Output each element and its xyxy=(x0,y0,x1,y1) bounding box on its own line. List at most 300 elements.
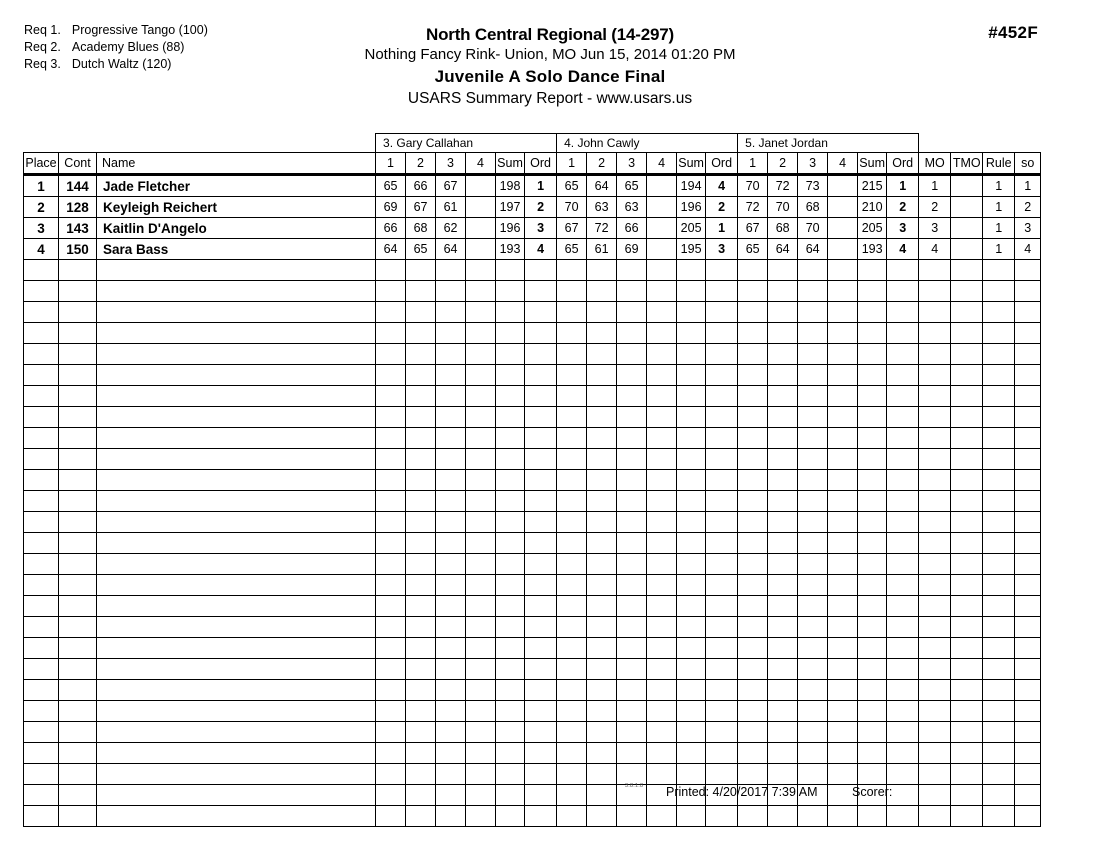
cell-judge5-dance1 xyxy=(738,764,768,785)
cell-judge3-dance2 xyxy=(406,260,436,281)
cell-judge4-dance2 xyxy=(587,344,617,365)
cell-judge5-ord xyxy=(887,365,919,386)
cell-judge5-dance4 xyxy=(828,659,858,680)
cell-judge4-ord xyxy=(706,344,738,365)
cell-judge5-ord xyxy=(887,470,919,491)
cell-judge4-sum xyxy=(677,743,706,764)
cell-judge5-dance2 xyxy=(768,806,798,827)
cell-judge5-sum xyxy=(858,407,887,428)
cell-judge5-dance4 xyxy=(828,680,858,701)
cell-judge4-ord xyxy=(706,764,738,785)
cell-skater-name xyxy=(97,554,376,575)
cell-tmo xyxy=(951,302,983,323)
cell-judge5-sum xyxy=(858,680,887,701)
cell-judge5-dance1 xyxy=(738,449,768,470)
cell-judge4-dance3 xyxy=(617,386,647,407)
cell-judge4-dance3 xyxy=(617,575,647,596)
cell-contestant-number xyxy=(59,638,97,659)
cell-judge3-dance3 xyxy=(436,323,466,344)
cell-judge5-dance4 xyxy=(828,470,858,491)
cell-rule xyxy=(983,470,1015,491)
cell-judge5-dance4 xyxy=(828,218,858,239)
cell-judge5-dance1 xyxy=(738,386,768,407)
col-header-j4-sum: Sum xyxy=(677,153,706,175)
cell-judge3-dance4 xyxy=(466,218,496,239)
cell-judge3-sum xyxy=(496,302,525,323)
cell-judge4-sum: 194 xyxy=(677,175,706,197)
cell-judge5-dance3 xyxy=(798,365,828,386)
cell-judge3-dance1 xyxy=(376,512,406,533)
cell-judge3-dance2: 65 xyxy=(406,239,436,260)
cell-rule xyxy=(983,428,1015,449)
cell-judge3-dance4 xyxy=(466,680,496,701)
cell-skater-name xyxy=(97,386,376,407)
cell-judge4-sum xyxy=(677,617,706,638)
cell-skater-name xyxy=(97,260,376,281)
cell-judge4-dance1 xyxy=(557,806,587,827)
cell-judge5-dance4 xyxy=(828,617,858,638)
cell-skater-name xyxy=(97,407,376,428)
cell-skater-name xyxy=(97,617,376,638)
cell-rule xyxy=(983,260,1015,281)
cell-judge5-sum xyxy=(858,323,887,344)
cell-judge5-dance2 xyxy=(768,638,798,659)
cell-judge4-sum xyxy=(677,575,706,596)
cell-judge5-dance1 xyxy=(738,638,768,659)
cell-so: 4 xyxy=(1015,239,1041,260)
cell-judge5-dance1 xyxy=(738,680,768,701)
table-row-empty xyxy=(24,806,1041,827)
cell-judge3-ord xyxy=(525,701,557,722)
cell-judge3-dance1 xyxy=(376,449,406,470)
cell-tmo xyxy=(951,218,983,239)
cell-judge5-dance2 xyxy=(768,701,798,722)
cell-place xyxy=(24,260,59,281)
cell-judge3-dance4 xyxy=(466,596,496,617)
cell-judge5-dance3 xyxy=(798,512,828,533)
cell-judge3-dance4 xyxy=(466,260,496,281)
col-header-tmo: TMO xyxy=(951,153,983,175)
cell-judge3-dance1 xyxy=(376,701,406,722)
cell-judge5-dance3 xyxy=(798,302,828,323)
cell-contestant-number xyxy=(59,701,97,722)
cell-contestant-number xyxy=(59,386,97,407)
cell-judge3-dance1 xyxy=(376,659,406,680)
cell-place xyxy=(24,323,59,344)
cell-judge3-dance3 xyxy=(436,575,466,596)
cell-judge5-sum xyxy=(858,491,887,512)
cell-judge3-sum xyxy=(496,554,525,575)
cell-judge3-dance3 xyxy=(436,680,466,701)
cell-place xyxy=(24,701,59,722)
cell-so xyxy=(1015,680,1041,701)
col-header-j3-sum: Sum xyxy=(496,153,525,175)
cell-judge4-dance4 xyxy=(647,323,677,344)
cell-tmo xyxy=(951,617,983,638)
cell-so xyxy=(1015,365,1041,386)
cell-judge3-sum xyxy=(496,575,525,596)
cell-so xyxy=(1015,344,1041,365)
table-row-empty xyxy=(24,701,1041,722)
cell-judge3-dance4 xyxy=(466,323,496,344)
cell-so xyxy=(1015,470,1041,491)
cell-judge5-dance2: 68 xyxy=(768,218,798,239)
cell-judge5-dance3 xyxy=(798,701,828,722)
cell-skater-name: Keyleigh Reichert xyxy=(97,197,376,218)
cell-judge5-dance3 xyxy=(798,407,828,428)
cell-judge4-sum xyxy=(677,281,706,302)
cell-judge4-sum xyxy=(677,533,706,554)
cell-judge3-dance4 xyxy=(466,554,496,575)
cell-contestant-number xyxy=(59,764,97,785)
cell-rule xyxy=(983,281,1015,302)
cell-judge5-dance2 xyxy=(768,533,798,554)
col-header-j4-d4: 4 xyxy=(647,153,677,175)
cell-judge3-dance4 xyxy=(466,512,496,533)
cell-judge4-dance4 xyxy=(647,175,677,197)
cell-judge4-dance4 xyxy=(647,512,677,533)
cell-judge5-dance1 xyxy=(738,722,768,743)
cell-judge3-dance3 xyxy=(436,344,466,365)
cell-judge4-dance2 xyxy=(587,722,617,743)
cell-contestant-number xyxy=(59,344,97,365)
cell-judge3-dance1 xyxy=(376,428,406,449)
cell-judge4-sum xyxy=(677,386,706,407)
cell-judge4-sum xyxy=(677,449,706,470)
cell-skater-name xyxy=(97,281,376,302)
cell-place xyxy=(24,617,59,638)
cell-judge4-dance1 xyxy=(557,260,587,281)
cell-judge3-dance1 xyxy=(376,680,406,701)
cell-judge4-dance2 xyxy=(587,470,617,491)
cell-judge5-dance1 xyxy=(738,281,768,302)
cell-judge4-dance1 xyxy=(557,617,587,638)
cell-judge4-sum xyxy=(677,659,706,680)
cell-contestant-number xyxy=(59,281,97,302)
cell-mo xyxy=(919,281,951,302)
cell-judge4-dance2 xyxy=(587,512,617,533)
cell-judge5-ord xyxy=(887,575,919,596)
cell-judge3-ord xyxy=(525,344,557,365)
cell-judge3-dance2 xyxy=(406,386,436,407)
cell-judge4-dance2 xyxy=(587,428,617,449)
cell-judge3-sum xyxy=(496,428,525,449)
cell-judge3-ord xyxy=(525,491,557,512)
cell-tmo xyxy=(951,491,983,512)
cell-mo: 1 xyxy=(919,175,951,197)
cell-judge5-dance4 xyxy=(828,386,858,407)
cell-place xyxy=(24,491,59,512)
cell-judge4-dance2 xyxy=(587,575,617,596)
cell-judge5-dance2 xyxy=(768,470,798,491)
cell-judge3-dance1 xyxy=(376,323,406,344)
cell-skater-name xyxy=(97,680,376,701)
cell-so xyxy=(1015,554,1041,575)
judge-name-3: 3. Gary Callahan xyxy=(376,134,557,153)
cell-judge4-ord xyxy=(706,260,738,281)
cell-judge3-dance2: 67 xyxy=(406,197,436,218)
cell-judge5-ord: 2 xyxy=(887,197,919,218)
cell-judge5-sum xyxy=(858,302,887,323)
cell-contestant-number: 150 xyxy=(59,239,97,260)
cell-rule xyxy=(983,743,1015,764)
cell-judge4-dance3 xyxy=(617,806,647,827)
cell-judge3-dance1: 69 xyxy=(376,197,406,218)
cell-judge3-dance3 xyxy=(436,722,466,743)
judge-band-spacer xyxy=(919,134,1041,153)
cell-judge5-sum: 205 xyxy=(858,218,887,239)
cell-judge5-dance1 xyxy=(738,260,768,281)
table-row-empty xyxy=(24,617,1041,638)
cell-judge5-dance4 xyxy=(828,722,858,743)
cell-judge4-dance2: 63 xyxy=(587,197,617,218)
cell-mo xyxy=(919,806,951,827)
cell-judge5-dance3 xyxy=(798,659,828,680)
cell-judge4-dance4 xyxy=(647,491,677,512)
cell-judge3-dance3 xyxy=(436,533,466,554)
cell-judge5-ord: 4 xyxy=(887,239,919,260)
score-sheet xyxy=(23,133,1035,827)
table-row xyxy=(24,218,1041,239)
cell-place xyxy=(24,638,59,659)
cell-judge3-ord xyxy=(525,659,557,680)
cell-judge3-dance1 xyxy=(376,407,406,428)
cell-judge5-sum xyxy=(858,260,887,281)
cell-judge3-ord xyxy=(525,449,557,470)
cell-judge4-dance1 xyxy=(557,533,587,554)
cell-so: 2 xyxy=(1015,197,1041,218)
cell-judge3-sum xyxy=(496,743,525,764)
cell-tmo xyxy=(951,365,983,386)
cell-contestant-number xyxy=(59,806,97,827)
cell-judge5-ord xyxy=(887,302,919,323)
cell-judge5-ord xyxy=(887,680,919,701)
cell-rule xyxy=(983,386,1015,407)
cell-contestant-number xyxy=(59,470,97,491)
cell-judge3-ord xyxy=(525,470,557,491)
cell-judge3-ord xyxy=(525,575,557,596)
cell-judge4-sum: 205 xyxy=(677,218,706,239)
cell-judge4-ord xyxy=(706,659,738,680)
judge-name-5: 5. Janet Jordan xyxy=(738,134,919,153)
cell-judge3-sum xyxy=(496,491,525,512)
col-header-j4-d1: 1 xyxy=(557,153,587,175)
cell-judge5-dance3 xyxy=(798,575,828,596)
cell-judge5-dance3 xyxy=(798,386,828,407)
cell-skater-name: Sara Bass xyxy=(97,239,376,260)
cell-judge4-ord xyxy=(706,722,738,743)
cell-judge5-dance1 xyxy=(738,533,768,554)
requirement-name: Academy Blues (88) xyxy=(71,40,185,54)
cell-tmo xyxy=(951,743,983,764)
cell-judge5-dance3: 73 xyxy=(798,175,828,197)
cell-judge4-dance1 xyxy=(557,449,587,470)
cell-so xyxy=(1015,491,1041,512)
cell-judge3-dance4 xyxy=(466,533,496,554)
cell-judge4-ord xyxy=(706,806,738,827)
cell-judge3-dance3 xyxy=(436,512,466,533)
printed-stamp: Printed: 4/20/2017 7:39 AM xyxy=(666,785,818,799)
cell-judge4-dance2 xyxy=(587,386,617,407)
cell-judge3-dance1 xyxy=(376,806,406,827)
cell-judge3-ord xyxy=(525,638,557,659)
cell-judge4-dance1 xyxy=(557,680,587,701)
cell-judge3-sum xyxy=(496,470,525,491)
scorer-label: Scorer: xyxy=(852,785,893,799)
col-header-cont: Cont xyxy=(59,153,97,175)
cell-judge4-dance1 xyxy=(557,512,587,533)
cell-judge4-dance4 xyxy=(647,386,677,407)
cell-judge5-dance1 xyxy=(738,554,768,575)
cell-judge4-sum xyxy=(677,323,706,344)
cell-judge5-dance3 xyxy=(798,449,828,470)
cell-judge5-ord xyxy=(887,806,919,827)
cell-judge3-sum: 197 xyxy=(496,197,525,218)
col-header-j5-ord: Ord xyxy=(887,153,919,175)
cell-judge3-dance1 xyxy=(376,260,406,281)
cell-judge4-sum xyxy=(677,428,706,449)
cell-rule xyxy=(983,344,1015,365)
cell-judge4-ord xyxy=(706,386,738,407)
cell-judge5-dance2 xyxy=(768,491,798,512)
cell-rule: 1 xyxy=(983,175,1015,197)
cell-judge5-dance2 xyxy=(768,302,798,323)
cell-tmo xyxy=(951,659,983,680)
cell-judge4-dance4 xyxy=(647,218,677,239)
cell-judge5-sum xyxy=(858,806,887,827)
cell-mo xyxy=(919,344,951,365)
cell-contestant-number xyxy=(59,659,97,680)
cell-place xyxy=(24,806,59,827)
cell-judge4-dance3 xyxy=(617,554,647,575)
cell-judge4-ord xyxy=(706,638,738,659)
cell-mo xyxy=(919,764,951,785)
cell-place xyxy=(24,449,59,470)
cell-tmo xyxy=(951,554,983,575)
cell-judge5-sum xyxy=(858,722,887,743)
col-header-j3-d3: 3 xyxy=(436,153,466,175)
cell-judge4-sum: 196 xyxy=(677,197,706,218)
cell-rule: 1 xyxy=(983,218,1015,239)
cell-skater-name xyxy=(97,512,376,533)
cell-tmo xyxy=(951,596,983,617)
cell-judge3-dance1: 66 xyxy=(376,218,406,239)
cell-judge3-ord xyxy=(525,533,557,554)
cell-place xyxy=(24,680,59,701)
cell-judge5-dance3 xyxy=(798,554,828,575)
table-row-empty xyxy=(24,386,1041,407)
table-body xyxy=(24,175,1041,827)
cell-so xyxy=(1015,575,1041,596)
cell-judge5-dance1 xyxy=(738,806,768,827)
cell-tmo xyxy=(951,449,983,470)
cell-judge3-sum xyxy=(496,512,525,533)
cell-judge5-sum xyxy=(858,470,887,491)
cell-judge4-dance3 xyxy=(617,428,647,449)
col-header-j5-d2: 2 xyxy=(768,153,798,175)
cell-judge4-dance1 xyxy=(557,722,587,743)
cell-judge4-dance4 xyxy=(647,239,677,260)
cell-judge3-dance1 xyxy=(376,386,406,407)
cell-judge3-dance3 xyxy=(436,743,466,764)
cell-judge4-dance1 xyxy=(557,428,587,449)
cell-judge5-sum xyxy=(858,575,887,596)
cell-judge4-dance2 xyxy=(587,806,617,827)
cell-judge4-dance1 xyxy=(557,302,587,323)
cell-judge3-dance2 xyxy=(406,701,436,722)
cell-contestant-number xyxy=(59,491,97,512)
cell-mo xyxy=(919,638,951,659)
cell-judge5-dance4 xyxy=(828,554,858,575)
cell-judge5-sum: 215 xyxy=(858,175,887,197)
cell-mo xyxy=(919,428,951,449)
cell-so xyxy=(1015,407,1041,428)
cell-so xyxy=(1015,806,1041,827)
cell-judge5-dance4 xyxy=(828,575,858,596)
cell-judge4-sum: 195 xyxy=(677,239,706,260)
cell-mo xyxy=(919,407,951,428)
cell-judge5-dance1 xyxy=(738,428,768,449)
cell-rule xyxy=(983,575,1015,596)
cell-judge5-dance4 xyxy=(828,491,858,512)
cell-place xyxy=(24,764,59,785)
table-row-empty xyxy=(24,344,1041,365)
cell-judge3-sum xyxy=(496,806,525,827)
cell-judge4-dance2 xyxy=(587,554,617,575)
cell-judge4-dance1 xyxy=(557,743,587,764)
cell-judge5-dance4 xyxy=(828,344,858,365)
cell-judge3-dance4 xyxy=(466,806,496,827)
cell-judge3-ord xyxy=(525,281,557,302)
cell-judge3-dance4 xyxy=(466,281,496,302)
cell-mo xyxy=(919,386,951,407)
cell-judge3-dance1: 65 xyxy=(376,175,406,197)
cell-judge5-dance1: 65 xyxy=(738,239,768,260)
cell-judge3-dance1 xyxy=(376,302,406,323)
cell-judge4-dance4 xyxy=(647,428,677,449)
table-row-empty xyxy=(24,470,1041,491)
cell-judge5-sum xyxy=(858,764,887,785)
cell-judge3-dance1 xyxy=(376,533,406,554)
cell-skater-name xyxy=(97,575,376,596)
cell-judge4-sum xyxy=(677,470,706,491)
cell-judge3-ord xyxy=(525,302,557,323)
cell-judge4-ord xyxy=(706,407,738,428)
cell-contestant-number xyxy=(59,428,97,449)
cell-judge4-dance4 xyxy=(647,470,677,491)
table-row xyxy=(24,197,1041,218)
cell-skater-name xyxy=(97,596,376,617)
cell-mo xyxy=(919,575,951,596)
cell-judge3-dance2 xyxy=(406,470,436,491)
cell-judge4-sum xyxy=(677,302,706,323)
cell-judge3-sum: 196 xyxy=(496,218,525,239)
cell-judge5-dance2 xyxy=(768,260,798,281)
cell-mo xyxy=(919,302,951,323)
cell-judge4-dance4 xyxy=(647,344,677,365)
cell-judge4-dance1 xyxy=(557,575,587,596)
cell-rule xyxy=(983,323,1015,344)
cell-place: 3 xyxy=(24,218,59,239)
cell-judge4-dance1 xyxy=(557,470,587,491)
cell-judge5-dance3: 68 xyxy=(798,197,828,218)
cell-tmo xyxy=(951,680,983,701)
cell-judge4-dance3 xyxy=(617,260,647,281)
cell-judge4-dance2 xyxy=(587,533,617,554)
cell-judge5-ord xyxy=(887,617,919,638)
cell-judge5-sum xyxy=(858,281,887,302)
cell-judge3-ord xyxy=(525,680,557,701)
